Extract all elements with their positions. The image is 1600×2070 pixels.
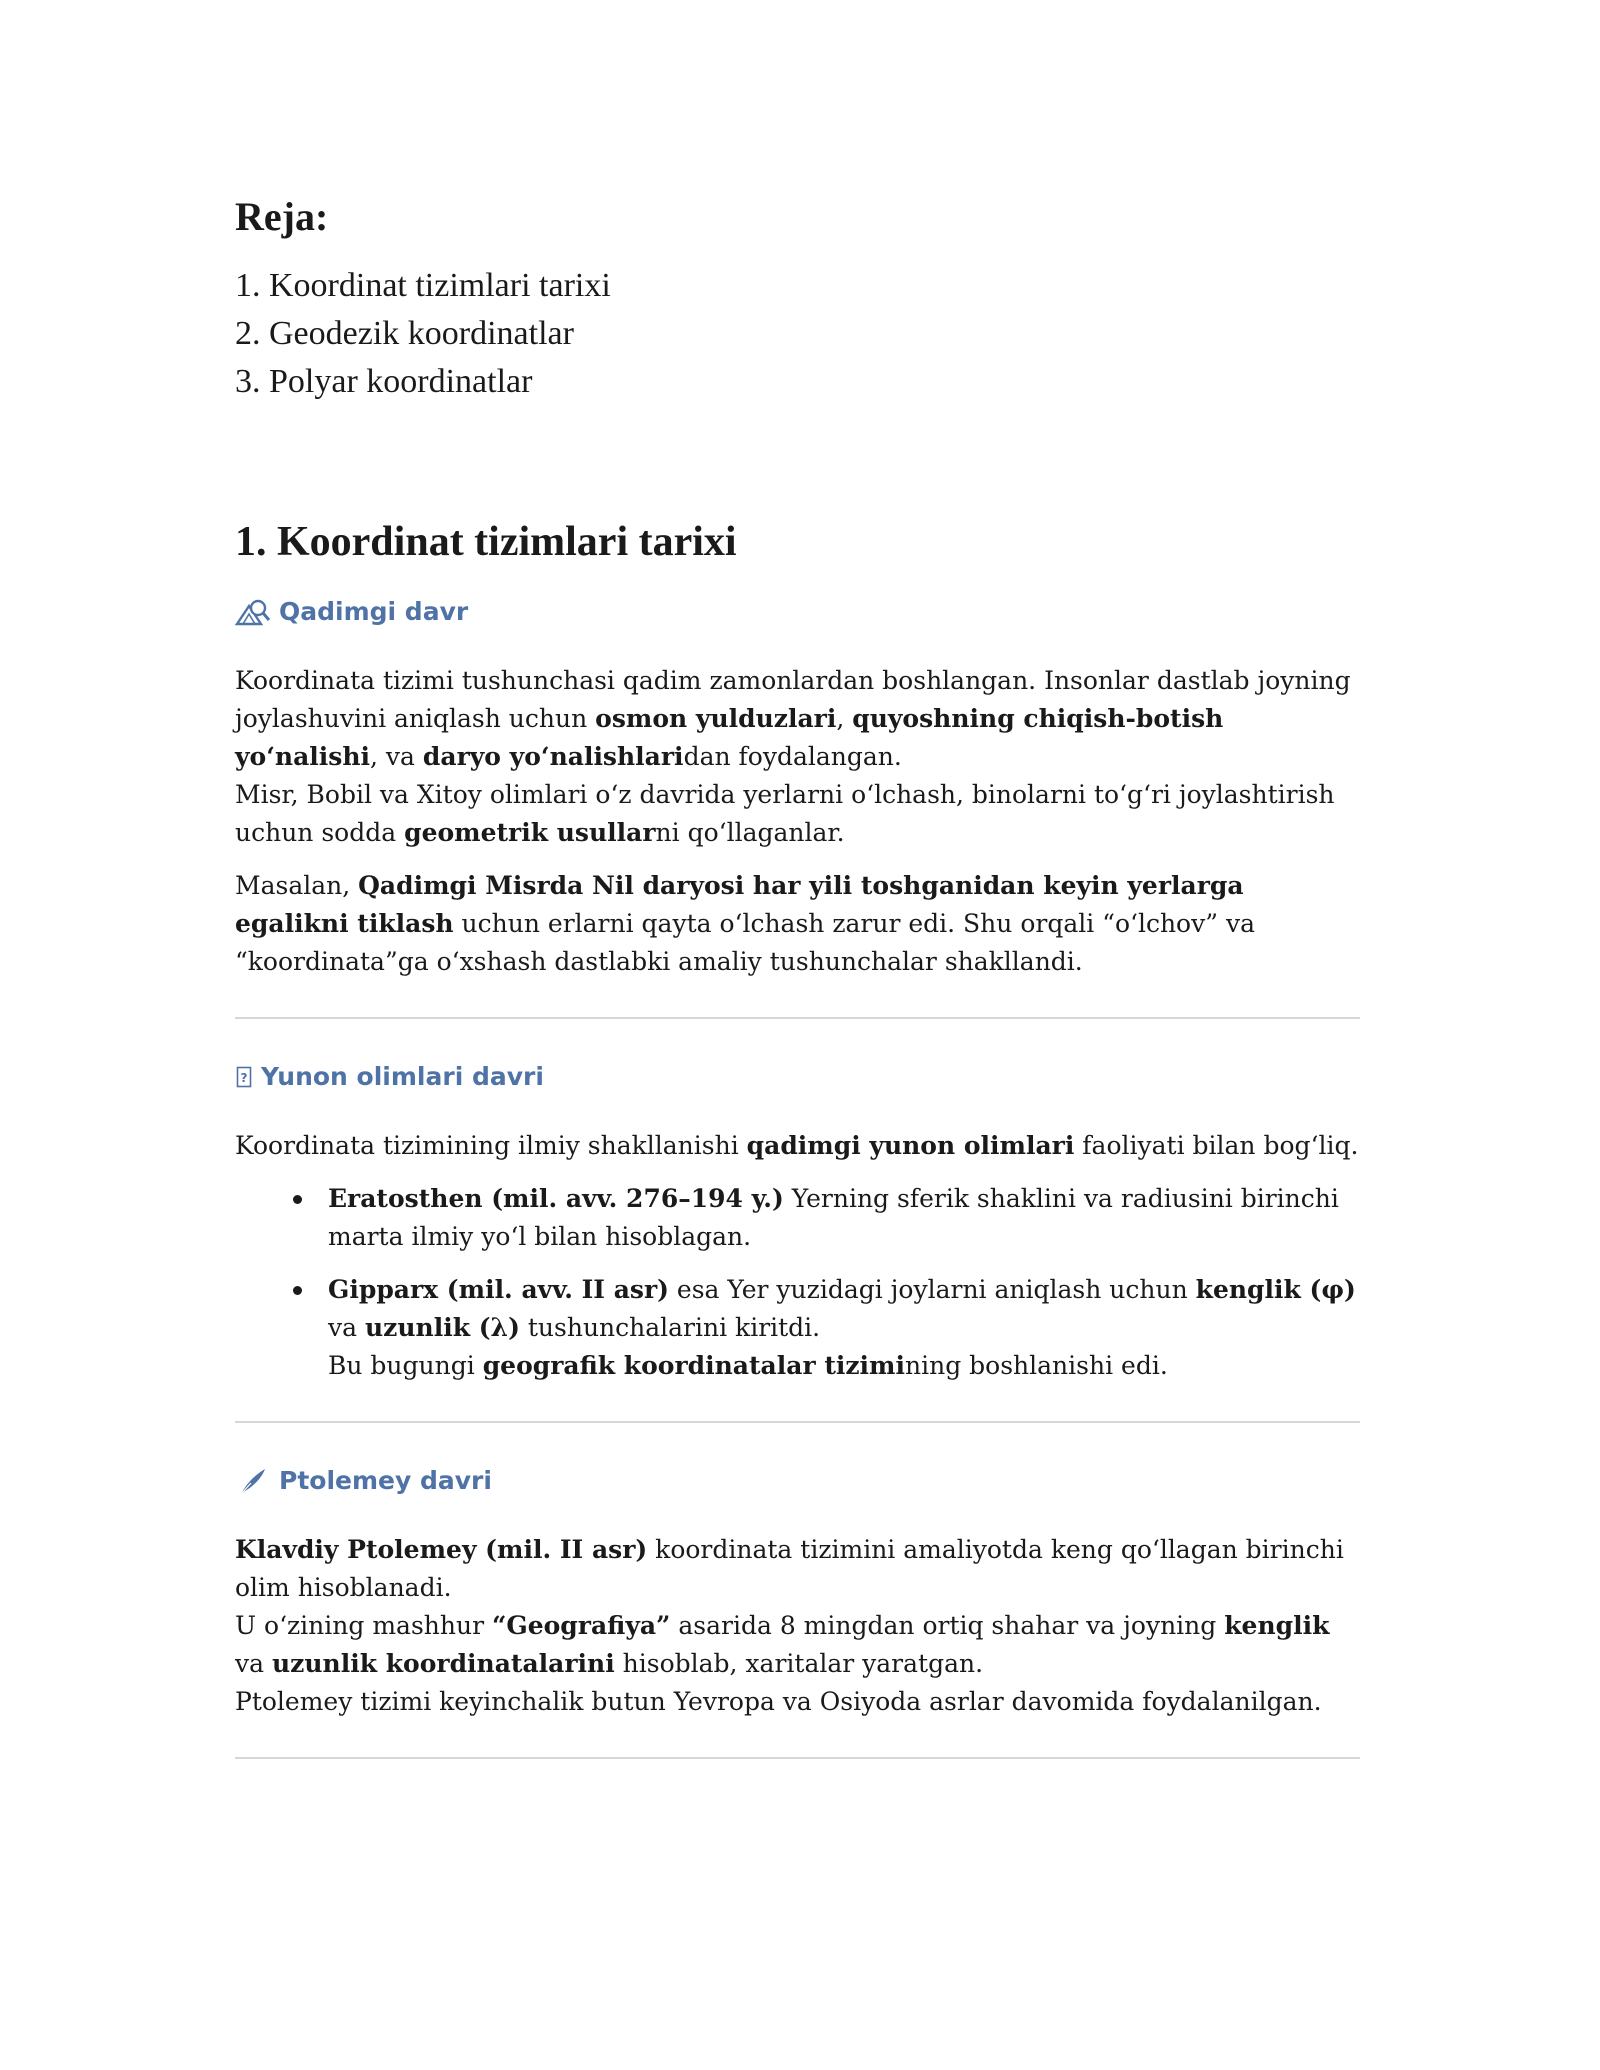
- greek-heading: [235, 1059, 1365, 1095]
- bold-run: Eratosthen (mil. avv. 276–194 y.): [328, 1184, 784, 1213]
- ptolemy-paragraph-2: [235, 1607, 1365, 1683]
- text-run: Ptolemey tizimi keyinchalik butun Yevropa va Osiyoda asrlar davomida foydalanilgan.: [235, 1687, 1322, 1716]
- text-run: Koordinata tizimining ilmiy shakllanishi: [235, 1131, 747, 1160]
- ancient-paragraph-1: [235, 662, 1365, 776]
- text-run: ning boshlanishi edi.: [905, 1351, 1168, 1380]
- ancient-heading-label: Qadimgi davr: [279, 597, 469, 626]
- section-divider: [235, 1017, 1360, 1019]
- text-run: Koordinata tizimi tushunchasi qadim zamonlardan boshlangan. Insonlar dastlab joyning joylashuvini aniqlash uchun: [235, 666, 1351, 733]
- svg-text:?: ?: [240, 1071, 248, 1085]
- text-run: faoliyati bilan bog‘liq.: [1074, 1131, 1359, 1160]
- text-run: esa Yer yuzidagi joylarni aniqlash uchun: [668, 1275, 1196, 1304]
- text-run: uchun erlarni qayta o‘lchash zarur edi. Shu orqali “o‘lchov” va “koordinata”ga o‘xshash dastlabki amaliy tushunchalar shakllandi.: [235, 909, 1255, 976]
- plan-item: 2. Geodezik koordinatlar: [235, 315, 574, 352]
- text-run: , va: [370, 742, 423, 771]
- bold-run: quyoshning chiqish-botish yo‘nalishi: [235, 704, 1224, 771]
- bold-run: Gipparx (mil. avv. II asr): [328, 1275, 669, 1304]
- bold-run: geografik koordinatalar tizimi: [482, 1351, 906, 1380]
- text-run: dan foydalangan.: [683, 742, 902, 771]
- document-content: [235, 180, 1365, 1759]
- bold-run: Klavdiy Ptolemey (mil. II asr): [235, 1535, 648, 1564]
- text-run: va: [328, 1313, 365, 1342]
- ptolemy-heading: [235, 1463, 1365, 1499]
- bold-run: Qadimgi Misrda Nil daryosi har yili toshganidan keyin yerlarga egalikni tiklash: [235, 871, 1244, 938]
- plan-title: Reja:: [235, 194, 329, 239]
- ancient-paragraph-2: [235, 776, 1365, 852]
- pyramid-search-icon: [235, 597, 271, 627]
- text-run: asarida 8 mingdan ortiq shahar va joyning: [670, 1611, 1225, 1640]
- bold-run: uzunlik (λ): [364, 1313, 520, 1342]
- text-run: U o‘zining mashhur: [235, 1611, 492, 1640]
- greek-bullet-list: [235, 1180, 1365, 1385]
- plan-list: [235, 262, 1365, 406]
- ptolemy-heading-label: Ptolemey davri: [279, 1466, 492, 1495]
- bold-run: geometrik usullar: [404, 818, 656, 847]
- ancient-paragraph-3: [235, 867, 1365, 981]
- bold-run: uzunlik koordinatalarini: [271, 1649, 615, 1678]
- text-run: koordinata tizimini amaliyotda keng qo‘llagan birinchi olim hisoblanadi.: [235, 1535, 1344, 1602]
- bold-run: kenglik: [1224, 1611, 1330, 1640]
- text-run: va: [235, 1649, 272, 1678]
- section-title: 1. Koordinat tizimlari tarixi: [235, 519, 737, 565]
- bold-run: osmon yulduzlari: [595, 704, 837, 733]
- text-run: Yerning sferik shaklini va radiusini birinchi marta ilmiy yo‘l bilan hisoblagan.: [328, 1184, 1339, 1251]
- bold-run: daryo yo‘nalishlari: [422, 742, 684, 771]
- text-run: ,: [836, 704, 853, 733]
- ptolemy-paragraph-3: [235, 1683, 1365, 1721]
- section-divider: [235, 1757, 1360, 1759]
- plan-item: 3. Polyar koordinatlar: [235, 363, 533, 400]
- list-item: [235, 1180, 1365, 1256]
- text-run: ni qo‘llaganlar.: [655, 818, 845, 847]
- list-item: [235, 1271, 1365, 1385]
- section-divider: [235, 1421, 1360, 1423]
- bold-run: qadimgi yunon olimlari: [746, 1131, 1075, 1160]
- text-run: Misr, Bobil va Xitoy olimlari o‘z davrida yerlarni o‘lchash, binolarni to‘g‘ri joylashtirish uchun sodda: [235, 780, 1335, 847]
- greek-heading-label: Yunon olimlari davri: [261, 1062, 544, 1091]
- bold-run: “Geografiya”: [491, 1611, 671, 1640]
- greek-intro: [235, 1127, 1365, 1165]
- text-run: tushunchalarini kiritdi.: [519, 1313, 821, 1342]
- plan-item: 1. Koordinat tizimlari tarixi: [235, 267, 611, 304]
- bold-run: kenglik (φ): [1195, 1275, 1356, 1304]
- text-run: hisoblab, xaritalar yaratgan.: [614, 1649, 984, 1678]
- ancient-heading: [235, 594, 1365, 630]
- ptolemy-paragraph-1: [235, 1531, 1365, 1607]
- text-run: Masalan,: [235, 871, 359, 900]
- missing-glyph-icon: [235, 1062, 253, 1092]
- quill-pen-icon: [235, 1466, 271, 1496]
- text-run: Bu bugungi: [328, 1351, 483, 1380]
